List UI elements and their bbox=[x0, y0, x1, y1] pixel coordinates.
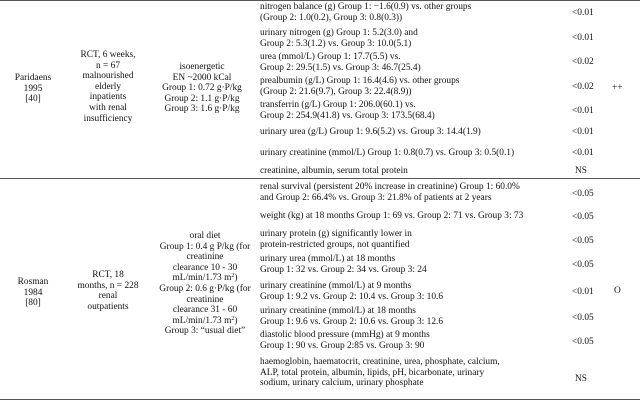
rule-top bbox=[0, 0, 640, 1]
study1-p-value: <0.01 bbox=[572, 33, 594, 43]
study2-p-value: NS bbox=[575, 374, 587, 384]
study2-outcome: urinary urea (mmol/L) at 18 months Group 1: 32 vs. Group 2: 34 vs. Group 3: 24 bbox=[260, 254, 427, 275]
study1-outcome: urea (mmol/L) Group 1: 17.7(5.5) vs. Group 2: 29.5(1.5) vs. Group 3: 46.7(25.4) bbox=[260, 52, 421, 73]
study1-p-value: <0.01 bbox=[572, 127, 594, 137]
study1-intervention: isoenergetic EN ~2000 kCal Group 1: 0.72 g·P/kg Group 2: 1.1 g·P/kg Group 3: 1.6 g·P/kg bbox=[162, 62, 242, 115]
study2-outcome: urinary protein (g) significantly lower in protein-restricted groups, not quantified bbox=[260, 229, 412, 250]
study2-p-value: <0.05 bbox=[572, 260, 594, 270]
study2-outcome: urinary creatinine (mmol/L) at 18 months Group 1: 9.6 vs. Group 2: 10.6 vs. Group 3: 12.6 bbox=[260, 306, 444, 327]
study1-outcome: creatinine, albumin, serum total protein bbox=[260, 166, 408, 176]
study2-p-value: <0.05 bbox=[572, 189, 594, 199]
study1-outcome: transferrin (g/L) Group 1: 206.0(60.1) vs. Group 2: 254.9(41.8) vs. Group 3: 173.5(68.4) bbox=[260, 100, 435, 121]
study1-p-value: NS bbox=[575, 166, 587, 176]
study2-outcome: weight (kg) at 18 months Group 1: 69 vs. Group 2: 71 vs. Group 3: 73 bbox=[260, 211, 524, 221]
study2-intervention: oral diet Group 1: 0.4 g P/kg (for creatinine clearance 10 - 30 mL/min/1.73 $m^2$) Group 2: 0.6 g·P/kg (for creatinine clearance 31 - 60 mL/min/1.73 $m^2$) Group 3: “usual diet” bbox=[159, 231, 251, 337]
study2-p-value: <0.05 bbox=[572, 212, 594, 222]
study2-author: Rosman 1984 [80] bbox=[17, 277, 49, 309]
study1-outcome: nitrogen balance (g) Group 1: −1.6(0.9) vs. other groups (Group 2: 1.0(0.2), Group 3: 0.8(0.3)) bbox=[260, 2, 472, 23]
study1-p-value: <0.01 bbox=[572, 148, 594, 158]
study1-outcome: urinary nitrogen (g) Group 1: 5.2(3.0) and Group 2: 5.3(1.2) vs. Group 3: 10.0(5.1) bbox=[260, 28, 418, 49]
study1-author: Paridaens 1995 [40] bbox=[14, 73, 52, 105]
study2-p-value: <0.05 bbox=[572, 313, 594, 323]
study1-p-value: <0.01 bbox=[572, 106, 594, 116]
study2-p-value: <0.05 bbox=[572, 337, 594, 347]
study1-p-value: <0.02 bbox=[572, 57, 594, 67]
study2-outcome: haemoglobin, haematocrit, creatinine, urea, phosphate, calcium, ALP, total protein, albumin, lipids, pH, bicarbonate, urinary sodium, urinary calcium, urinary phosphate bbox=[260, 357, 500, 389]
study2-outcome: urinary creatinine (mmol/L) at 9 months Group 1: 9.2 vs. Group 2: 10.4 vs. Group 3: 10.6 bbox=[260, 281, 444, 302]
study1-outcome: prealbumin (g/L) Group 1: 16.4(4.6) vs. other groups (Group 2: 21.6(9.7), Group 3: 22.4(8.9)) bbox=[260, 76, 460, 97]
study2-p-value: <0.05 bbox=[572, 236, 594, 246]
study2-p-value: <0.01 bbox=[572, 287, 594, 297]
study2-outcome: renal survival (persistent 20% increase in creatinine) Group 1: 60.0% and Group 2: 66.4% vs. Group 3: 21.8% of patients at 2 years bbox=[260, 182, 520, 203]
study1-design: RCT, 6 weeks, n = 67 malnourished elderly inpatients with renal insufficiency bbox=[80, 50, 136, 124]
study2-design: RCT, 18 months, n = 228 renal outpatients bbox=[77, 270, 139, 312]
study1-outcome: urinary creatinine (mmol/L) Group 1: 0.8(0.7) vs. Group 3: 0.5(0.1) bbox=[260, 148, 515, 158]
study1-rating: ++ bbox=[612, 83, 623, 93]
study2-rating: O bbox=[614, 286, 621, 296]
study1-p-value: <0.01 bbox=[572, 8, 594, 18]
study1-outcome: urinary urea (g/L) Group 1: 9.6(5.2) vs. Group 3: 14.4(1.9) bbox=[260, 127, 481, 137]
study2-outcome: diastolic blood pressure (mmHg) at 9 months Group 1: 90 vs. Group 2:85 vs. Group 3: 90 bbox=[260, 330, 430, 351]
rule-bottom bbox=[0, 399, 640, 400]
study1-p-value: <0.02 bbox=[572, 82, 594, 92]
rule-mid bbox=[0, 178, 640, 179]
